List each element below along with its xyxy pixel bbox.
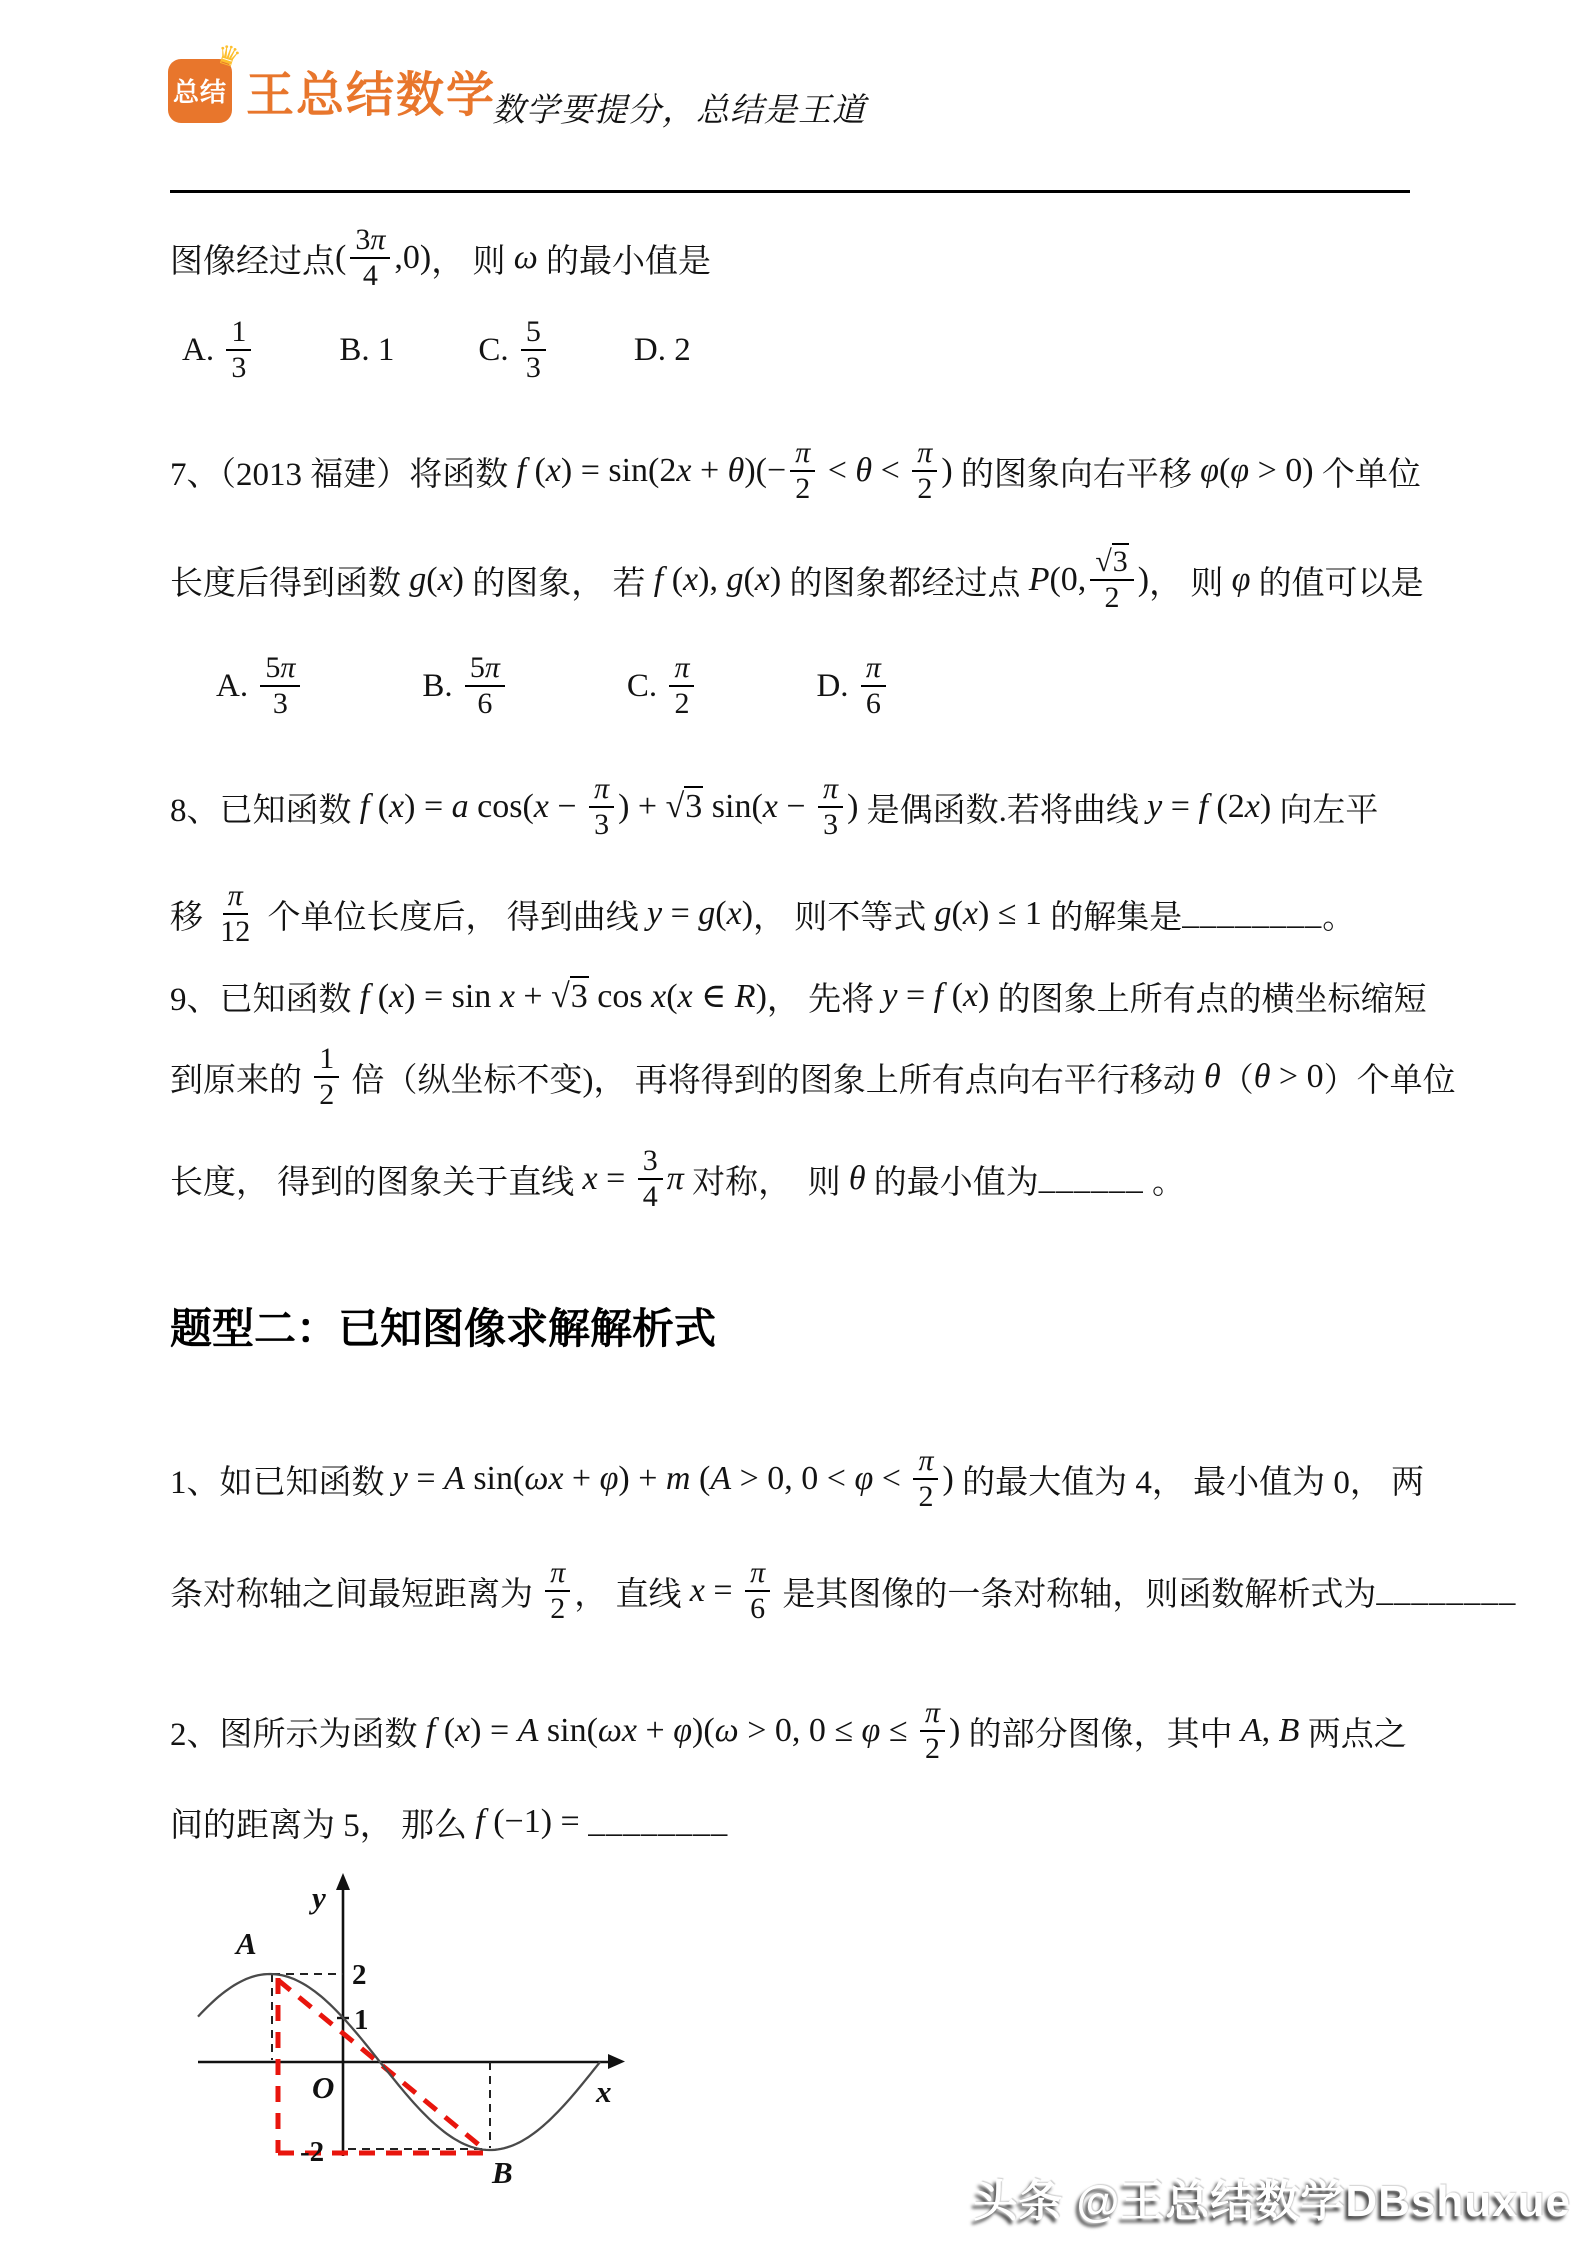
q7-options-row — [170, 636, 1422, 736]
point-a-label: A — [236, 1926, 257, 1961]
section2-heading: 题型二：已知图像求解解析式 — [170, 1305, 717, 1352]
q7-line-2: 长度后得到函数 g(x) 的图象， 若 f (x), g(x) 的图象都经过点 P(0, $\frac{√3}{2}$ ) ， 则 φ 的值可以是 — [170, 544, 1424, 614]
s2q2-line-1: 2、图所示为函数 f (x) = A sin(ωx + φ)(ω > 0, 0 ≤ φ ≤ $\frac{\pi}{2}$ ) 的部分图像，其中 A, B 两点之 — [170, 1695, 1407, 1765]
watermark: 头条 @王总结数学DBshuxue — [973, 2177, 1571, 2226]
q6-stem: 图像经过点 ( $\frac{3\pi}{4}$ ,0) ， 则 ω 的最小值是 — [170, 222, 711, 292]
tick-label-1: 1 — [354, 2004, 369, 2036]
brand-name: 王总结数学 — [246, 69, 497, 122]
x-axis-arrow — [608, 2054, 625, 2069]
graph-wrap — [180, 1870, 1422, 2197]
q9-line-2: 到原来的 $\frac{1}{2}$ 倍（纵坐标不变)， 再将得到的图象上所有点向右平行移动 θ （ θ > 0 ）个单位 — [170, 1041, 1456, 1111]
logo-badge — [168, 37, 245, 123]
tick-label-neg2: -2 — [300, 2136, 325, 2168]
q8-line-2: 移 $\frac{\pi}{12}$ 个单位长度后， 得到曲线 y = g(x) ， 则不等式 g(x) ≤ 1 的解集是 ________ 。 — [170, 878, 1356, 948]
header-divider — [170, 190, 1410, 193]
q6-option-b: B. 1 — [339, 331, 395, 368]
y-axis-arrow — [336, 1873, 350, 1890]
q9-line-1: 9、已知函数 f (x) = sin x + √3 cos x(x ∈ R) ， 先将 y = f (x) 的图象上所有点的横坐标缩短 — [170, 977, 1427, 1018]
y-axis-label: y — [312, 1880, 326, 1915]
q7-option-d: D. $\frac{\pi}{6}$ — [816, 652, 889, 721]
logo-badge-text: 总结 — [172, 77, 227, 107]
tick-label-2: 2 — [352, 1959, 367, 1991]
x-axis-label: x — [596, 2074, 612, 2109]
q7-line-1: 7、（2013 福建）将函数 f (x) = sin(2x + θ)(− $\frac{\pi}{2}$ < θ < $\frac{\pi}{2}$ ) 的图象向右平移 φ(φ > 0) 个单位 — [170, 435, 1421, 505]
q7-option-b: B. $\frac{5\pi}{6}$ — [422, 652, 509, 721]
q8-line-1: 8、已知函数 f (x) = a cos(x − $\frac{\pi}{3}$ ) + √3 sin(x − $\frac{\pi}{3}$ ) 是偶函数.若将曲线 y = f (2x) 向左平 — [170, 771, 1379, 841]
brand-logo — [168, 37, 497, 125]
q6-options-row — [170, 308, 1422, 392]
s2q2-line-2: 间的距离为 5， 那么 f (−1) = ________ — [170, 1803, 729, 1844]
q6-option-c: C. $\frac{5}{3}$ — [478, 316, 550, 385]
q6-option-a: A. $\frac{1}{3}$ — [182, 316, 255, 385]
origin-label: O — [312, 2070, 335, 2105]
q7-option-c: C. $\frac{\pi}{2}$ — [627, 652, 699, 721]
worksheet-content — [170, 208, 1517, 2197]
s2q1-line-2: 条对称轴之间最短距离为 $\frac{\pi}{2}$ ， 直线 x = $\frac{\pi}{6}$ 是其图像的一条对称轴，则函数解析式为 ________ — [170, 1555, 1517, 1625]
q6-option-d: D. 2 — [633, 331, 691, 368]
crown-icon: ♛ — [211, 37, 245, 75]
q9-line-3: 长度， 得到的图象关于直线 x = $\frac{3}{4}$ π 对称， 则 θ 的最小值为 ______ 。 — [170, 1143, 1186, 1213]
s2q1-line-1: 1、如已知函数 y = A sin(ωx + φ) + m (A > 0, 0 < φ < $\frac{\pi}{2}$ ) 的最大值为 4， 最小值为 0， 两 — [170, 1443, 1425, 1513]
function-graph — [180, 1870, 632, 2188]
q7-option-a: A. $\frac{5\pi}{3}$ — [216, 652, 304, 721]
point-b-label: B — [492, 2155, 513, 2188]
brand-slogan: 数学要提分，总结是王道 — [492, 93, 866, 129]
